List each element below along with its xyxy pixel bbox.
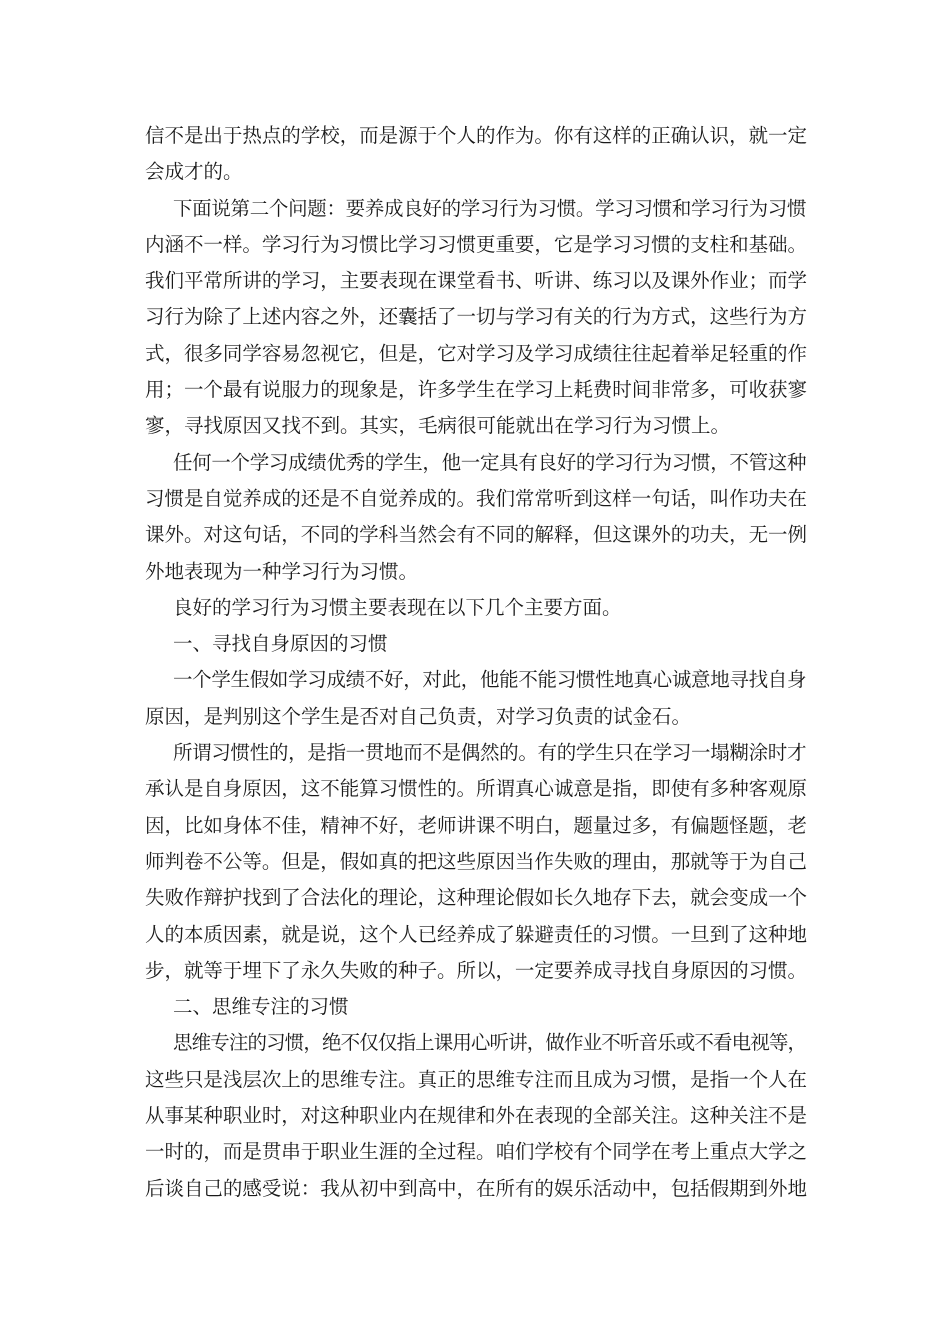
text-line: 原因，是判别这个学生是否对自己负责，对学习负责的试金石。 [145,704,692,728]
text-line: 外地表现为一种学习行为习惯。 [145,559,419,583]
text-line: 一个学生假如学习成绩不好，对此，他能不能习惯性地真心诚意地寻找自身 [173,668,807,692]
text-line: 寥，寻找原因又找不到。其实，毛病很可能就出在学习行为习惯上。 [145,414,731,438]
text-line: 一时的，而是贯串于职业生涯的全过程。咱们学校有个同学在考上重点大学之 [145,1140,807,1164]
text-line: 后谈自己的感受说：我从初中到高中，在所有的娱乐活动中，包括假期到外地 [145,1176,807,1200]
body-text [145,118,807,1207]
text-line: 所谓习惯性的，是指一贯地而不是偶然的。有的学生只在学习一塌糊涂时才 [173,741,807,765]
text-line: 承认是自身原因，这不能算习惯性的。所谓真心诚意是指，即使有多种客观原 [145,777,807,801]
text-line: 任何一个学习成绩优秀的学生，他一定具有良好的学习行为习惯，不管这种 [173,450,807,474]
text-line: 信不是出于热点的学校，而是源于个人的作为。你有这样的正确认识，就一定 [145,124,807,147]
text-line: 一、寻找自身原因的习惯 [173,632,388,656]
text-line: 这些只是浅层次上的思维专注。真正的思维专注而且成为习惯，是指一个人在 [145,1067,807,1091]
text-line: 内涵不一样。学习行为习惯比学习习惯更重要，它是学习习惯的支柱和基础。 [145,232,807,256]
text-line: 思维专注的习惯，绝不仅仅指上课用心听讲，做作业不听音乐或不看电视等， [173,1031,807,1055]
text-line: 师判卷不公等。但是，假如真的把这些原因当作失败的理由，那就等于为自己 [145,849,807,873]
text-line: 人的本质因素，就是说，这个人已经养成了躲避责任的习惯。一旦到了这种地 [145,922,807,946]
text-line: 式，很多同学容易忽视它，但是，它对学习及学习成绩往往起着举足轻重的作 [145,341,807,365]
text-line: 习惯是自觉养成的还是不自觉养成的。我们常常听到这样一句话，叫作功夫在 [145,486,807,510]
text-line: 从事某种职业时，对这种职业内在规律和外在表现的全部关注。这种关注不是 [145,1104,807,1128]
text-line: 我们平常所讲的学习，主要表现在课堂看书、听讲、练习以及课外作业；而学 [145,269,807,293]
text-line: 用；一个最有说服力的现象是，许多学生在学习上耗费时间非常多，可收获寥 [145,378,807,402]
text-line: 二、思维专注的习惯 [173,995,349,1019]
text-line: 会成才的。 [145,160,243,184]
text-line: 步，就等于埋下了永久失败的种子。所以，一定要养成寻找自身原因的习惯。 [145,958,807,982]
text-line: 下面说第二个问题：要养成良好的学习行为习惯。学习习惯和学习行为习惯 [173,196,807,220]
text-line: 良好的学习行为习惯主要表现在以下几个主要方面。 [173,595,622,619]
text-line: 课外。对这句话，不同的学科当然会有不同的解释，但这课外的功夫，无一例 [145,523,807,547]
text-line: 因，比如身体不佳，精神不好，老师讲课不明白，题量过多，有偏题怪题，老 [145,813,807,837]
text-line: 失败作辩护找到了合法化的理论，这种理论假如长久地存下去，就会变成一个 [145,886,807,910]
text-line: 习行为除了上述内容之外，还囊括了一切与学习有关的行为方式，这些行为方 [145,305,807,329]
